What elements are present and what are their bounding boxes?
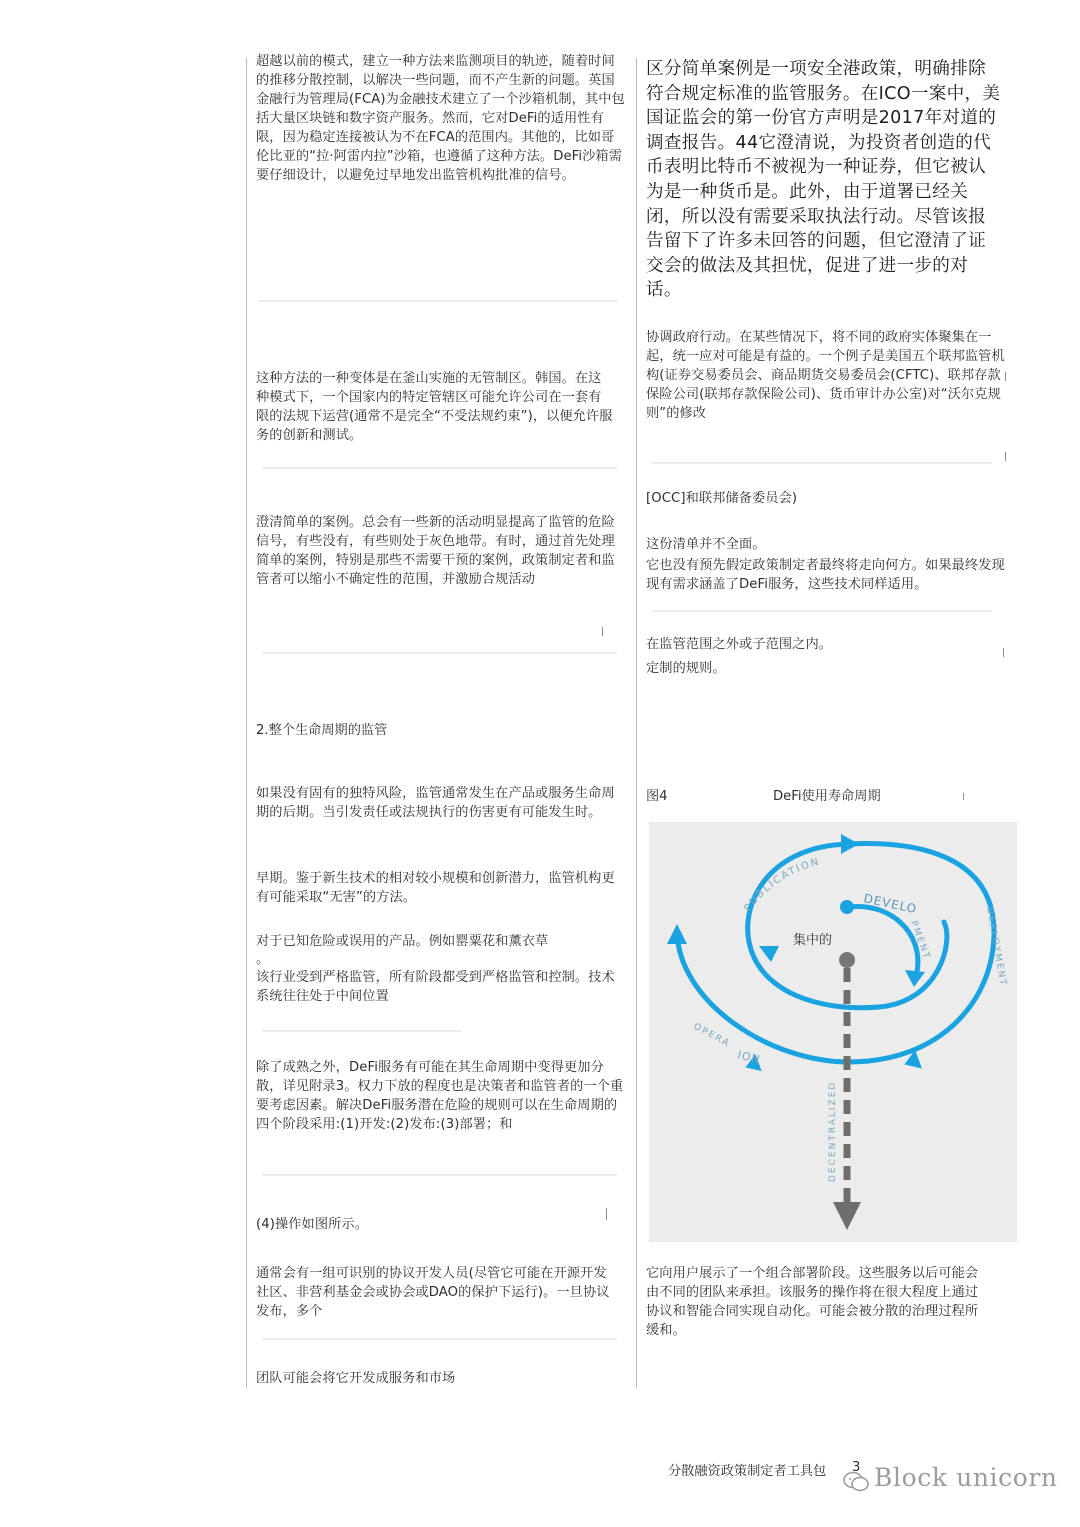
arrowhead-3 [759,946,779,962]
footer-title: 分散融资政策制定者工具包 [668,1464,827,1479]
right-paragraph-6: 在监管范围之外或子范围之内。 [646,637,833,652]
right-paragraph-5: 它也没有预先假定政策制定者最终将走向何方。如果最终发现现有需求涵盖了DeFi服务，这些技术同样适用。 [646,558,1005,592]
left-paragraph-6-mark: 。 [256,952,270,967]
develop-label-line2: PMENT [908,919,932,962]
deployment-label: DEPLOYMENT [984,906,1008,988]
scan-artifact [258,300,618,302]
watermark-text: Block unicorn [874,1463,1058,1492]
scan-artifact [652,610,992,612]
lifecycle-spiral-diagram [649,822,1017,1242]
left-paragraph-2: 这种方法的一种变体是在釜山实施的无管制区。韩国。在这种模式下，一个国家内的特定管辖区可能允许公司在一套有限的法规下运营(通常不是完全“不受法规约束”)，以便允许服务的创新和测试。 [256,371,613,443]
scan-artifact [262,652,617,654]
develop-label-line1: DEVELO [862,891,919,917]
right-paragraph-7: 定制的规则。 [646,661,726,676]
right-paragraph-4: 这份清单并不全面。 [646,537,766,552]
left-paragraph-9: (4)操作如图所示。 [256,1217,368,1232]
right-paragraph-3: [OCC]和联邦储备委员会) [646,491,798,506]
right-paragraph-1: 区分简单案例是一项安全港政策，明确排除符合规定标准的监管服务。在ICO一案中，美国证监会的第一份官方声明是2017年对道的调查报告。44它澄清说，为投资者创造的代币表明比特币不被视为一种证券，但它被认为是一种货币是。此外，由于道署已经关闭，所以没有需要采取执法行动。尽管该报告留下了许多未回答的问题，但它澄清了证交会的做法及其担忧，促进了进一步的对话。 [646,59,1001,301]
scan-artifact [652,462,992,464]
left-paragraph-1: 超越以前的模式，建立一种方法来监测项目的轨迹，随着时间的推移分散控制，以解决一些问题，而不产生新的问题。英国金融行为管理局(FCA)为金融技术建立了一个沙箱机制，其中包括大量区块链和数字资产服务。然而，它对DeFi的适用性有限，因为稳定连接被认为不在FCA的范围内。其他的，比如哥伦比亚的“拉·阿雷内拉”沙箱，也遵循了这种方法。DeFi沙箱需要仔细设计，以避免过早地发出监管机构批准的信号。 [256,54,625,183]
scan-artifact [963,793,964,800]
arrowhead-4 [841,834,859,854]
defi-lifecycle-figure [649,822,1017,1242]
scan-artifact [262,467,617,469]
spiral-outer [677,844,994,1062]
operation-label-a: OPERA [691,1021,732,1050]
arrowhead-2 [905,970,925,987]
left-paragraph-7: 该行业受到严格监管，所有阶段都受到严格监管和控制。技术系统往往处于中间位置 [256,970,615,1004]
scan-artifact [1003,648,1004,657]
left-column-rule [246,58,247,1388]
footer-page-number: 3 [852,1460,861,1475]
left-paragraph-10: 通常会有一组可识别的协议开发人员(尽管它可能在开源开发社区、非营利基金会或协会或DAO的保护下运行)。一旦协议发布，多个 [256,1266,610,1319]
left-paragraph-6: 对于已知危险或误用的产品。例如罂粟花和薰衣草 [256,934,549,949]
left-paragraph-11: 团队可能会将它开发成服务和市场 [256,1371,456,1386]
scan-artifact [602,627,603,636]
left-paragraph-4: 如果没有固有的独特风险，监管通常发生在产品或服务生命周期的后期。当引发责任或法规执行的伤害更有可能发生时。 [256,786,615,820]
scan-artifact [262,1338,617,1340]
figure-label: 图4 [646,789,668,804]
start-point-dot [840,900,854,914]
center-label: 集中的 [793,933,833,948]
right-column-rule [636,58,637,1388]
arrowhead-1 [667,924,687,944]
center-dot [839,952,855,968]
scan-artifact [262,1174,617,1176]
left-paragraph-5: 早期。鉴于新生技术的相对较小规模和创新潜力，监管机构更有可能采取“无害”的方法。 [256,871,615,905]
scan-artifact [1005,452,1006,461]
section-heading: 2.整个生命周期的监管 [256,723,388,738]
left-paragraph-8: 除了成熟之外，DeFi服务有可能在其生命周期中变得更加分散，详见附录3。权力下放的程度也是决策者和监管者的一个重要考虑因素。解决DeFi服务潜在危险的规则可以在生命周期的四个阶段采用:(1)开发:(2)发布:(3)部署；和 [256,1060,624,1132]
scan-artifact [606,1208,607,1220]
publication-label: PUBLICATION [742,856,822,914]
scan-artifact [262,1030,462,1032]
scan-artifact [1005,372,1006,381]
decentralization-arrowhead [833,1202,861,1230]
right-paragraph-2: 协调政府行动。在某些情况下，将不同的政府实体聚集在一起，统一应对可能是有益的。一个例子是美国五个联邦监管机构(证券交易委员会、商品期货交易委员会(CFTC)、联邦存款保险公司(联邦存款保险公司)、货币审计办公室)对“沃尔克规则”的修改 [646,330,1005,421]
operation-label-b: ION [736,1048,762,1067]
figure-title: DeFi使用寿命周期 [773,789,881,804]
right-paragraph-8: 它向用户展示了一个组合部署阶段。这些服务以后可能会由不同的团队来承担。该服务的操作将在很大程度上通过协议和智能合同实现自动化。可能会被分散的治理过程所缓和。 [646,1266,979,1338]
decentralized-label: DECENTRALIZED [828,1080,838,1182]
page-footer [668,1460,826,1479]
left-paragraph-3: 澄清简单的案例。总会有一些新的活动明显提高了监管的危险信号，有些没有，有些则处于灰色地带。有时，通过首先处理简单的案例，特别是那些不需要干预的案例，政策制定者和监管者可以缩小不确定性的范围，并激励合规活动 [256,515,615,587]
